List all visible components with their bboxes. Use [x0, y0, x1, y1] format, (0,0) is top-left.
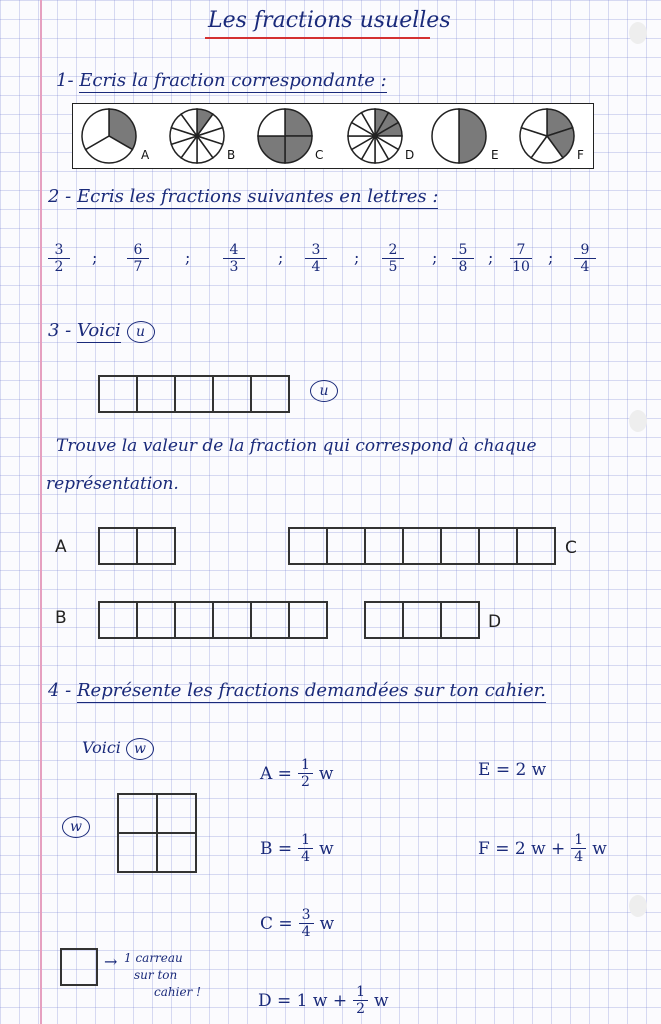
pie-e-slice — [432, 109, 459, 163]
unit-u-bar — [98, 375, 290, 413]
section1-instruction: Ecris la fraction correspondante : — [79, 70, 387, 91]
grid-square-legend — [60, 948, 98, 986]
pie-a-svg — [79, 106, 139, 166]
pie-chart-strip — [72, 103, 594, 169]
separator: ; — [354, 248, 360, 267]
section4-number: 4 - — [48, 680, 72, 701]
section4-voici — [82, 738, 154, 760]
fraction-2: $\frac{6}{7}$ — [127, 242, 149, 275]
fraction-6: $\frac{5}{8}$ — [452, 242, 474, 275]
item-a: A = $\frac{1}{2}$ w — [260, 757, 334, 790]
binder-hole — [629, 22, 647, 44]
pie-c-slice — [285, 136, 312, 163]
separator: ; — [432, 248, 438, 267]
margin-line — [40, 0, 42, 1024]
pie-c-slice — [285, 109, 312, 136]
fraction-8: $\frac{9}{4}$ — [574, 242, 596, 275]
label-a: A — [55, 537, 67, 557]
voici-text: Voici — [82, 738, 121, 757]
pie-b — [167, 106, 253, 168]
pie-e — [429, 106, 515, 168]
item-f: F = 2 w + $\frac{1}{4}$ w — [478, 832, 607, 865]
label-b: B — [55, 608, 67, 628]
section3-question-line1: Trouve la valeur de la fraction qui correspond à chaque — [56, 436, 537, 456]
section2-number: 2 - — [48, 186, 72, 207]
pie-label-f: F — [577, 148, 584, 162]
pie-label-c: C — [315, 148, 324, 162]
item-d: D = 1 w + $\frac{1}{2}$ w — [258, 984, 389, 1017]
page-title: Les fractions usuelles — [208, 8, 451, 33]
pie-e-svg — [429, 106, 489, 166]
separator: ; — [92, 248, 98, 267]
section3-question-line2: représentation. — [46, 474, 179, 494]
item-e: E = 2 w — [478, 760, 547, 780]
pie-d — [345, 106, 431, 168]
pie-label-a: A — [141, 148, 150, 162]
pie-a — [79, 106, 165, 168]
bar-d — [364, 601, 480, 639]
section3-voici: Voici — [77, 320, 121, 341]
separator: ; — [278, 248, 284, 267]
fraction-1: $\frac{3}{2}$ — [48, 242, 70, 275]
pie-d-svg — [345, 106, 405, 166]
binder-hole — [629, 895, 647, 917]
pie-c — [255, 106, 341, 168]
unit-w-grid — [117, 793, 197, 873]
section4-heading — [48, 680, 546, 701]
separator: ; — [488, 248, 494, 267]
title-underline — [205, 37, 430, 39]
legend-note: 1 carreau sur ton cahier ! — [124, 951, 201, 999]
separator: ; — [185, 248, 191, 267]
label-d: D — [488, 612, 502, 632]
unit-w-symbol: w — [62, 816, 90, 838]
pie-label-d: D — [405, 148, 415, 162]
section3-number: 3 - — [48, 320, 72, 341]
section1-heading — [56, 70, 387, 91]
fraction-4: $\frac{3}{4}$ — [305, 242, 327, 275]
pie-c-slice — [258, 136, 285, 163]
unit-w-symbol: w — [126, 738, 154, 760]
unit-u-symbol: u — [127, 321, 155, 343]
pie-f — [517, 106, 603, 168]
section2-instruction: Ecris les fractions suivantes en lettres : — [77, 186, 439, 207]
pie-label-e: E — [491, 148, 499, 162]
pie-f-svg — [517, 106, 577, 166]
pie-c-slice — [258, 109, 285, 136]
pie-b-svg — [167, 106, 227, 166]
bar-c — [288, 527, 556, 565]
fraction-7: $\frac{7}{10}$ — [510, 242, 532, 275]
arrow: → — [104, 952, 118, 971]
item-b: B = $\frac{1}{4}$ w — [260, 832, 334, 865]
fraction-5: $\frac{2}{5}$ — [382, 242, 404, 275]
label-c: C — [565, 538, 577, 558]
binder-hole — [629, 410, 647, 432]
bar-b — [98, 601, 328, 639]
separator: ; — [548, 248, 554, 267]
section4-instruction: Représente les fractions demandées sur ton cahier. — [77, 680, 546, 701]
pie-c-svg — [255, 106, 315, 166]
fraction-3: $\frac{4}{3}$ — [223, 242, 245, 275]
section1-number: 1- — [56, 70, 74, 91]
section3-heading — [48, 320, 155, 343]
pie-e-slice — [459, 109, 486, 163]
item-c: C = $\frac{3}{4}$ w — [260, 907, 335, 940]
unit-u-symbol: u — [310, 380, 338, 402]
section2-heading — [48, 186, 438, 207]
bar-a — [98, 527, 176, 565]
pie-label-b: B — [227, 148, 236, 162]
